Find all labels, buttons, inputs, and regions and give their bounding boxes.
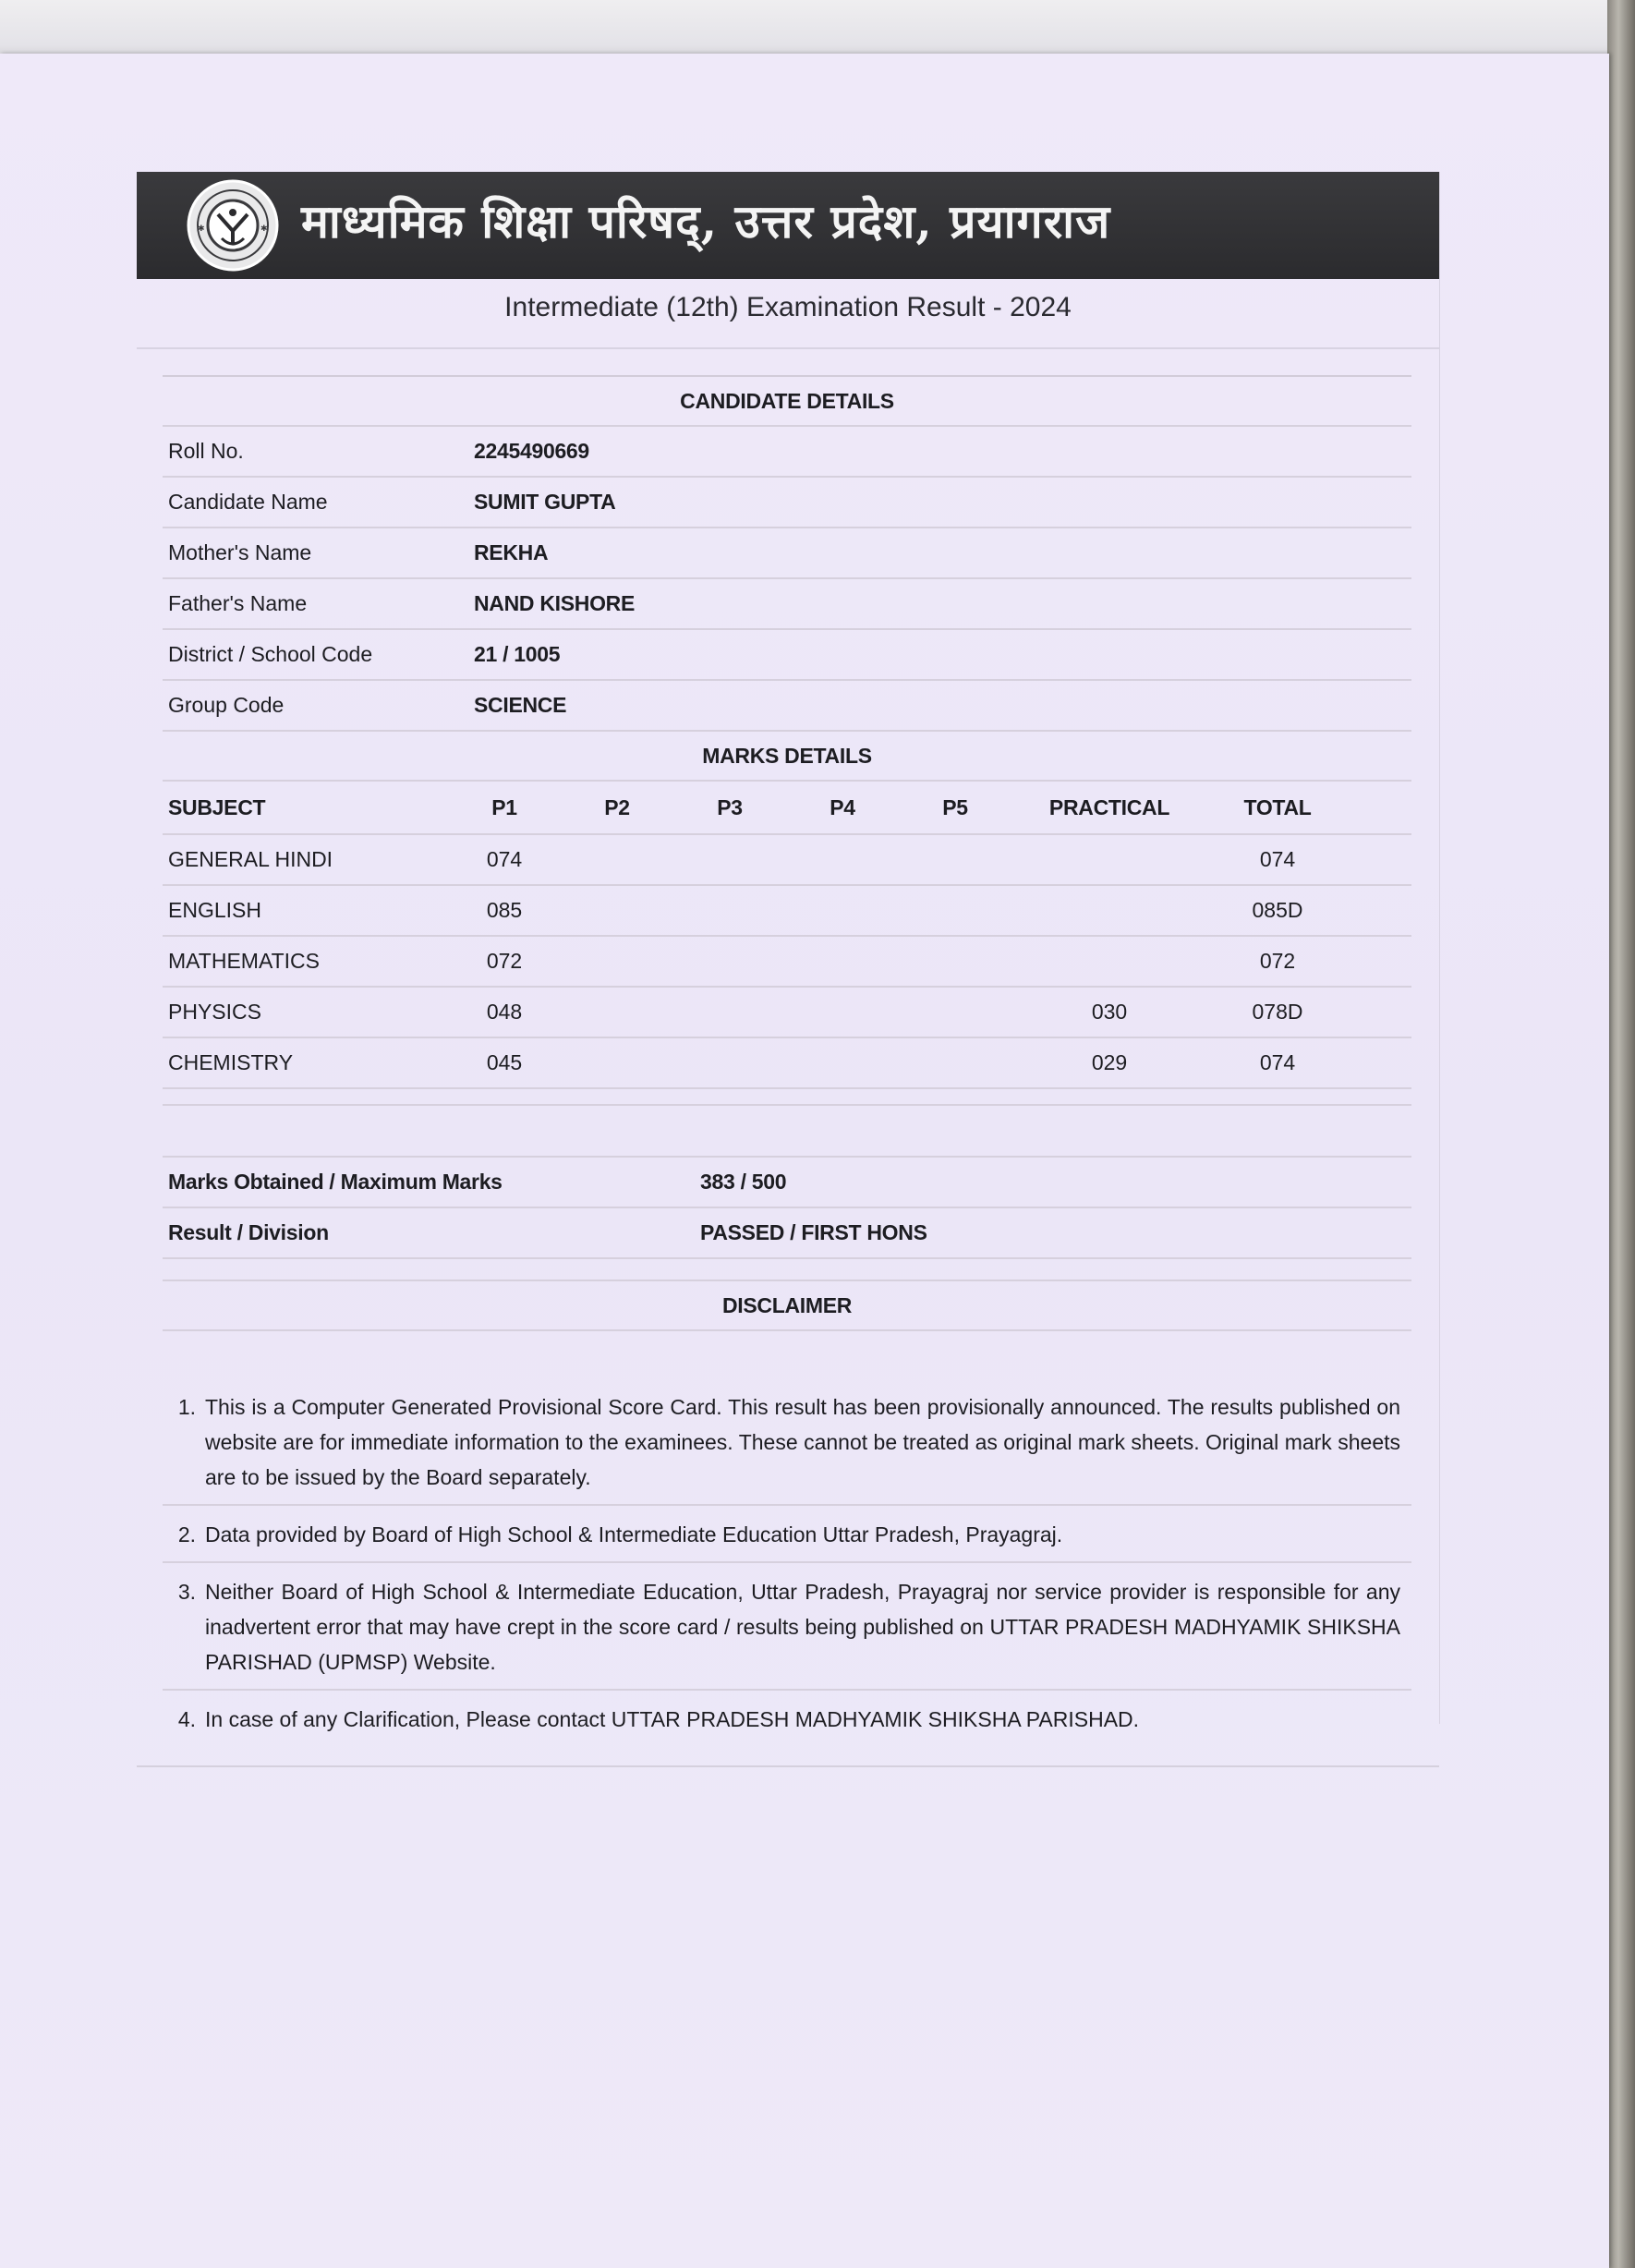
disclaimer-number: 1. xyxy=(177,1395,196,1419)
subject-name: PHYSICS xyxy=(168,1000,261,1024)
subject-name: ENGLISH xyxy=(168,898,261,922)
candidate-row-school xyxy=(163,630,1411,681)
total-mark: 085D xyxy=(1252,898,1303,922)
candidate-row-group xyxy=(163,681,1411,732)
marks-row xyxy=(163,988,1411,1038)
scan-background-right xyxy=(1607,0,1635,2268)
marks-obtained-label: Marks Obtained / Maximum Marks xyxy=(168,1170,503,1194)
marks-header-row xyxy=(163,782,1411,835)
column-header-practical: PRACTICAL xyxy=(1048,794,1170,819)
result-division-value: PASSED / FIRST HONS xyxy=(700,1220,927,1244)
field-label: Roll No. xyxy=(168,439,244,463)
group-code: SCIENCE xyxy=(474,693,567,717)
disclaimer-item xyxy=(163,1378,1411,1506)
marks-row xyxy=(163,886,1411,937)
disclaimer-list xyxy=(163,1378,1411,1746)
board-banner xyxy=(137,172,1439,279)
field-label: District / School Code xyxy=(168,642,373,666)
result-card xyxy=(137,172,1440,1731)
p1-mark: 085 xyxy=(486,898,523,922)
disclaimer-number: 4. xyxy=(177,1707,196,1731)
disclaimer-number: 2. xyxy=(177,1522,196,1546)
exam-title: Intermediate (12th) Examination Result - 2024 xyxy=(504,292,1072,322)
candidate-details-heading: CANDIDATE DETAILS xyxy=(163,377,1411,427)
disclaimer-text: This is a Computer Generated Provisional Score Card. This result has been provisionally announced. The results published on website are for immediate information to the examinees. These cannot be treated as original mark sheets. Original mark sheets are to be issued by the Board separately. xyxy=(205,1395,1400,1489)
svg-text:✱: ✱ xyxy=(260,224,268,234)
father-name: NAND KISHORE xyxy=(474,591,636,615)
practical-mark: 030 xyxy=(1091,1000,1128,1024)
marks-row xyxy=(163,1038,1411,1089)
subject-name: MATHEMATICS xyxy=(168,949,320,973)
practical-mark: 029 xyxy=(1091,1050,1128,1074)
candidate-row-roll xyxy=(163,427,1411,478)
divider xyxy=(137,347,1439,349)
p1-mark: 045 xyxy=(486,1050,523,1074)
school-code: 21 / 1005 xyxy=(474,642,561,666)
field-label: Candidate Name xyxy=(168,490,328,514)
field-label: Group Code xyxy=(168,693,285,717)
column-header-subject: SUBJECT xyxy=(168,794,266,819)
disclaimer-heading: DISCLAIMER xyxy=(163,1281,1411,1331)
roll-number: 2245490669 xyxy=(474,439,589,463)
p1-mark: 048 xyxy=(486,1000,523,1024)
p1-mark: 074 xyxy=(486,847,523,871)
board-name: माध्यमिक शिक्षा परिषद्, उत्तर प्रदेश, प्रयागराज xyxy=(301,194,1111,249)
result-division-label: Result / Division xyxy=(168,1220,329,1244)
field-label: Mother's Name xyxy=(168,540,312,564)
p1-mark: 072 xyxy=(486,949,523,973)
upmsp-emblem-icon xyxy=(185,177,281,273)
disclaimer-item xyxy=(163,1691,1411,1746)
candidate-row-name xyxy=(163,478,1411,528)
total-mark: 074 xyxy=(1259,847,1296,871)
disclaimer-text: In case of any Clarification, Please contact UTTAR PRADESH MADHYAMIK SHIKSHA PARISHAD. xyxy=(205,1707,1140,1731)
disclaimer-text: Data provided by Board of High School & Intermediate Education Uttar Pradesh, Prayagraj. xyxy=(205,1522,1063,1546)
divider xyxy=(163,1259,1411,1281)
marks-details-heading: MARKS DETAILS xyxy=(163,732,1411,782)
details-table xyxy=(163,375,1411,1331)
subject-name: GENERAL HINDI xyxy=(168,847,333,871)
total-mark: 074 xyxy=(1259,1050,1296,1074)
card-bottom-divider xyxy=(137,1765,1439,1767)
disclaimer-item xyxy=(163,1563,1411,1691)
svg-text:✱: ✱ xyxy=(198,224,205,234)
marks-row xyxy=(163,835,1411,886)
marks-obtained-row xyxy=(163,1158,1411,1208)
candidate-row-father xyxy=(163,579,1411,630)
column-header-p4: P4 xyxy=(830,794,855,819)
column-header-p5: P5 xyxy=(942,794,968,819)
total-mark: 078D xyxy=(1252,1000,1303,1024)
divider xyxy=(163,1106,1411,1158)
column-header-p2: P2 xyxy=(604,794,630,819)
result-division-row xyxy=(163,1208,1411,1259)
field-label: Father's Name xyxy=(168,591,308,615)
disclaimer-item xyxy=(163,1506,1411,1563)
mother-name: REKHA xyxy=(474,540,549,564)
disclaimer-text: Neither Board of High School & Intermediate Education, Uttar Pradesh, Prayagraj nor service provider is responsible for any inadvertent error that may have crept in the score card / results being published on UTTAR PRADESH MADHYAMIK SHIKSHA PARISHAD (UPMSP) Website. xyxy=(205,1580,1400,1674)
candidate-name: SUMIT GUPTA xyxy=(474,490,616,514)
column-header-total: TOTAL xyxy=(1243,794,1312,819)
subject-name: CHEMISTRY xyxy=(168,1050,294,1074)
marks-obtained-value: 383 / 500 xyxy=(700,1170,787,1194)
total-mark: 072 xyxy=(1259,949,1296,973)
column-header-p3: P3 xyxy=(717,794,743,819)
divider xyxy=(163,1089,1411,1106)
disclaimer-number: 3. xyxy=(177,1580,196,1604)
result-sheet xyxy=(0,54,1609,2268)
candidate-row-mother xyxy=(163,528,1411,579)
column-header-p1: P1 xyxy=(491,794,517,819)
marks-row xyxy=(163,937,1411,988)
